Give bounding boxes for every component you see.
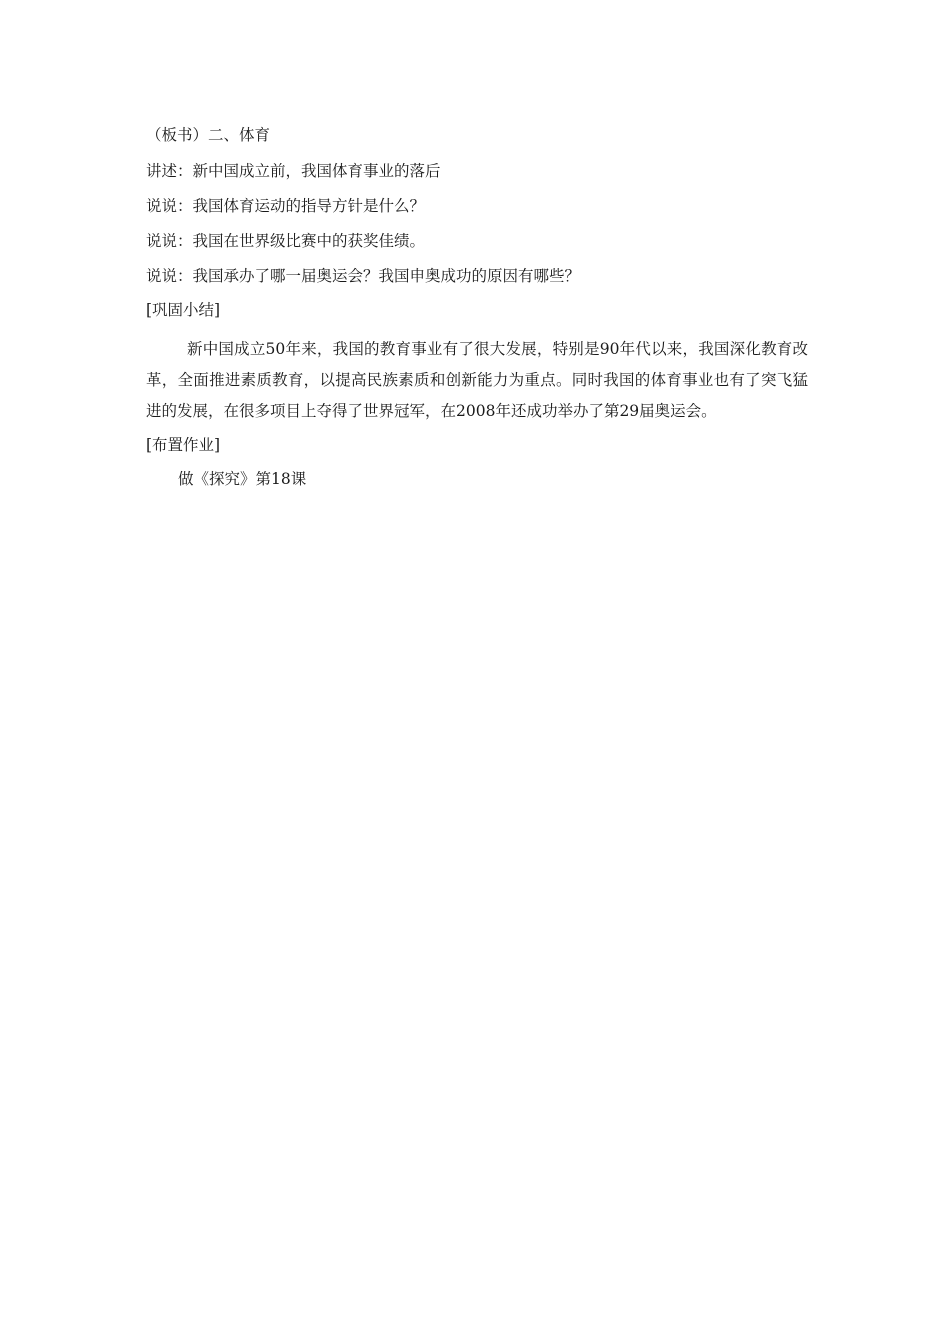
- discussion-line-olympics: 说说：我国承办了哪一届奥运会？我国申奥成功的原因有哪些？: [146, 267, 581, 285]
- summary-heading: [巩固小结]: [146, 301, 221, 319]
- document-body: [146, 124, 808, 490]
- discussion-line-guideline: 说说：我国体育运动的指导方针是什么？: [146, 197, 426, 215]
- board-heading: （板书）二、体育: [146, 126, 271, 144]
- narration-line: 讲述：新中国成立前，我国体育事业的落后: [146, 162, 441, 180]
- homework-heading: [布置作业]: [146, 436, 221, 454]
- summary-paragraph: 新中国成立50年来，我国的教育事业有了很大发展，特别是90年代以来，我国深化教育改革，全面推进素质教育，以提高民族素质和创新能力为重点。同时我国的体育事业也有了突飞猛进的发展，在很多项目上夺得了世界冠军，在2008年还成功举办了第29届奥运会。: [146, 340, 808, 420]
- discussion-line-achievements: 说说：我国在世界级比赛中的获奖佳绩。: [146, 232, 426, 250]
- homework-text: 做《探究》第18课: [178, 470, 307, 488]
